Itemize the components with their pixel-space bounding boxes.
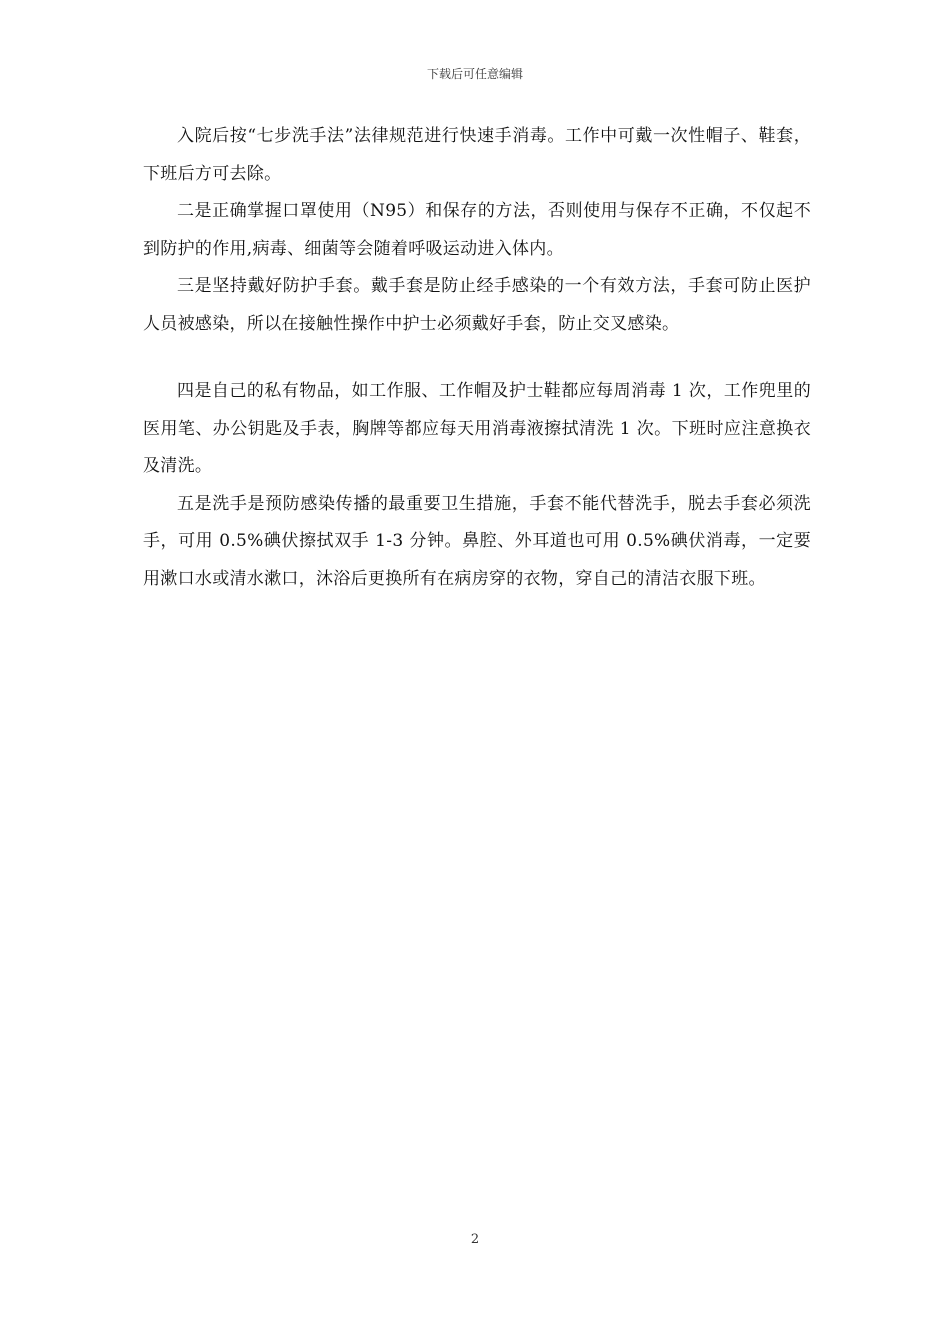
document-body xyxy=(143,118,811,598)
paragraph-gloves: 三是坚持戴好防护手套。戴手套是防止经手感染的一个有效方法，手套可防止医护人员被感染，所以在接触性操作中护士必须戴好手套，防止交叉感染。 xyxy=(143,276,811,334)
page-header: 下载后可任意编辑 xyxy=(426,67,523,81)
paragraph-personal-items: 四是自己的私有物品，如工作服、工作帽及护士鞋都应每周消毒 1 次，工作兜里的医用笔、办公钥匙及手表，胸牌等都应每天用消毒液擦拭清洗 1 次。下班时应注意换衣及清洗。 xyxy=(143,381,811,476)
paragraph-hand-disinfection: 入院后按“七步洗手法”法律规范进行快速手消毒。工作中可戴一次性帽子、鞋套，下班后方可去除。 xyxy=(143,126,811,184)
page-number: 2 xyxy=(470,1232,480,1247)
paragraph-mask-usage: 二是正确掌握口罩使用（N95）和保存的方法，否则使用与保存不正确，不仅起不到防护的作用,病毒、细菌等会随着呼吸运动进入体内。 xyxy=(143,201,811,259)
paragraph-hand-washing: 五是洗手是预防感染传播的最重要卫生措施，手套不能代替洗手，脱去手套必须洗手，可用 0.5%碘伏擦拭双手 1-3 分钟。鼻腔、外耳道也可用 0.5%碘伏消毒，一定要用漱口水或清水漱口，沐浴后更换所有在病房穿的衣物，穿自己的清洁衣服下班。 xyxy=(143,493,811,589)
